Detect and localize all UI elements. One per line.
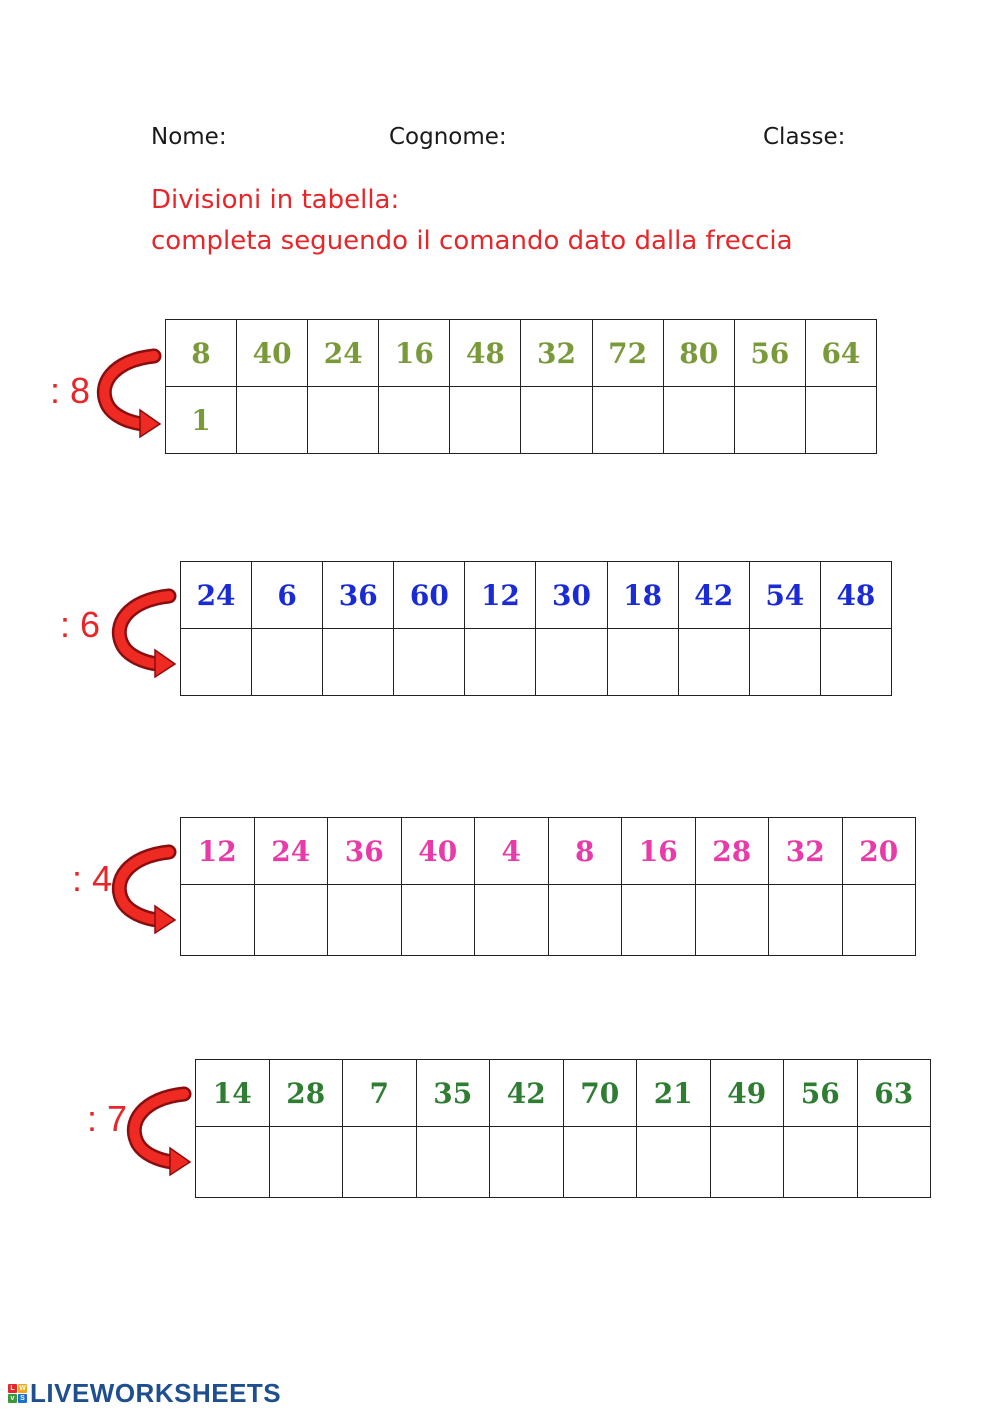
curved-arrow-icon: [103, 836, 183, 936]
dividend-cell: 42: [678, 562, 749, 629]
dividend-cell: 63: [857, 1060, 931, 1127]
dividend-cell: 56: [784, 1060, 858, 1127]
answer-input[interactable]: [696, 885, 769, 955]
dividend-row: [181, 818, 916, 885]
dividend-row: [196, 1060, 931, 1127]
curved-arrow-icon: [118, 1078, 198, 1178]
answer-input[interactable]: [769, 885, 842, 955]
dividend-cell: 60: [394, 562, 465, 629]
answer-input[interactable]: [521, 387, 591, 453]
answer-input[interactable]: [237, 387, 307, 453]
answer-input[interactable]: [308, 387, 378, 453]
dividend-cell: 35: [416, 1060, 490, 1127]
dividend-row: [166, 320, 877, 387]
dividend-cell: 24: [254, 818, 328, 885]
curved-arrow-icon: [88, 340, 168, 440]
answer-input[interactable]: [323, 629, 393, 695]
dividend-cell: 12: [181, 818, 255, 885]
operator-label: : 7: [87, 1098, 128, 1139]
answer-input[interactable]: [379, 387, 449, 453]
dividend-cell: 28: [269, 1060, 343, 1127]
answer-input[interactable]: [564, 1127, 637, 1197]
dividend-cell: 30: [536, 562, 607, 629]
answer-input[interactable]: [475, 885, 548, 955]
division-table: [165, 319, 877, 454]
answer-input[interactable]: [490, 1127, 563, 1197]
answer-input[interactable]: [196, 1127, 269, 1197]
dividend-cell: 40: [401, 818, 475, 885]
answer-row: [166, 387, 877, 454]
dividend-cell: 7: [343, 1060, 417, 1127]
dividend-cell: 72: [592, 320, 663, 387]
answer-input[interactable]: [622, 885, 695, 955]
answer-input[interactable]: [637, 1127, 710, 1197]
dividend-cell: 6: [252, 562, 323, 629]
dividend-cell: 36: [328, 818, 402, 885]
answer-input[interactable]: [536, 629, 606, 695]
dividend-cell: 32: [521, 320, 592, 387]
answer-input[interactable]: [750, 629, 820, 695]
answer-input[interactable]: [465, 629, 535, 695]
answer-input[interactable]: [328, 885, 401, 955]
dividend-cell: 40: [237, 320, 308, 387]
dividend-cell: 20: [842, 818, 916, 885]
class-label: Classe:: [763, 124, 846, 150]
liveworksheets-logo: [8, 1378, 281, 1409]
dividend-cell: 16: [379, 320, 450, 387]
answer-input[interactable]: [608, 629, 678, 695]
answer-input[interactable]: [821, 629, 891, 695]
logo-mark-icon: [8, 1384, 27, 1403]
curved-arrow-icon: [103, 580, 183, 680]
logo-letter: v: [8, 1394, 17, 1403]
brand-name: LIVEWORKSHEETS: [30, 1378, 282, 1408]
answer-input[interactable]: [735, 387, 805, 453]
answer-input[interactable]: [417, 1127, 490, 1197]
division-table: [180, 817, 916, 956]
dividend-cell: 24: [308, 320, 379, 387]
answer-input[interactable]: [843, 885, 916, 955]
answer-row: [181, 629, 892, 696]
answer-input[interactable]: [450, 387, 520, 453]
dividend-cell: 14: [196, 1060, 270, 1127]
name-label: Nome:: [151, 124, 227, 150]
answer-input[interactable]: [784, 1127, 857, 1197]
example-answer-cell: 1: [166, 387, 237, 454]
answer-input[interactable]: [593, 387, 663, 453]
dividend-cell: 4: [475, 818, 549, 885]
logo-letter: S: [18, 1394, 27, 1403]
dividend-cell: 16: [622, 818, 696, 885]
dividend-cell: 21: [637, 1060, 711, 1127]
division-table: [195, 1059, 931, 1198]
answer-input[interactable]: [270, 1127, 343, 1197]
answer-input[interactable]: [394, 629, 464, 695]
answer-input[interactable]: [549, 885, 622, 955]
dividend-cell: 32: [769, 818, 843, 885]
dividend-cell: 8: [548, 818, 622, 885]
operator-label: : 6: [60, 604, 101, 645]
answer-input[interactable]: [181, 885, 254, 955]
answer-input[interactable]: [252, 629, 322, 695]
dividend-cell: 24: [181, 562, 252, 629]
answer-input[interactable]: [343, 1127, 416, 1197]
operator-label: : 4: [72, 858, 113, 899]
answer-input[interactable]: [664, 387, 734, 453]
division-table: [180, 561, 892, 696]
answer-input[interactable]: [806, 387, 876, 453]
dividend-cell: 36: [323, 562, 394, 629]
answer-input[interactable]: [255, 885, 328, 955]
dividend-cell: 48: [820, 562, 891, 629]
answer-input[interactable]: [711, 1127, 784, 1197]
operator-label: : 8: [50, 370, 91, 411]
answer-input[interactable]: [679, 629, 749, 695]
answer-input[interactable]: [181, 629, 251, 695]
answer-row: [196, 1127, 931, 1198]
logo-letter: L: [8, 1384, 17, 1393]
instruction-text: completa seguendo il comando dato dalla freccia: [151, 226, 793, 256]
dividend-cell: 80: [663, 320, 734, 387]
answer-input[interactable]: [858, 1127, 931, 1197]
dividend-cell: 48: [450, 320, 521, 387]
dividend-cell: 18: [607, 562, 678, 629]
dividend-cell: 64: [805, 320, 876, 387]
dividend-cell: 28: [695, 818, 769, 885]
dividend-row: [181, 562, 892, 629]
dividend-cell: 8: [166, 320, 237, 387]
dividend-cell: 49: [710, 1060, 784, 1127]
answer-row: [181, 885, 916, 956]
logo-letter: W: [19, 1385, 26, 1392]
dividend-cell: 54: [749, 562, 820, 629]
instruction-title: Divisioni in tabella:: [151, 185, 400, 215]
answer-input[interactable]: [402, 885, 475, 955]
dividend-cell: 12: [465, 562, 536, 629]
dividend-cell: 42: [490, 1060, 564, 1127]
dividend-cell: 70: [563, 1060, 637, 1127]
dividend-cell: 56: [734, 320, 805, 387]
surname-label: Cognome:: [389, 124, 507, 150]
